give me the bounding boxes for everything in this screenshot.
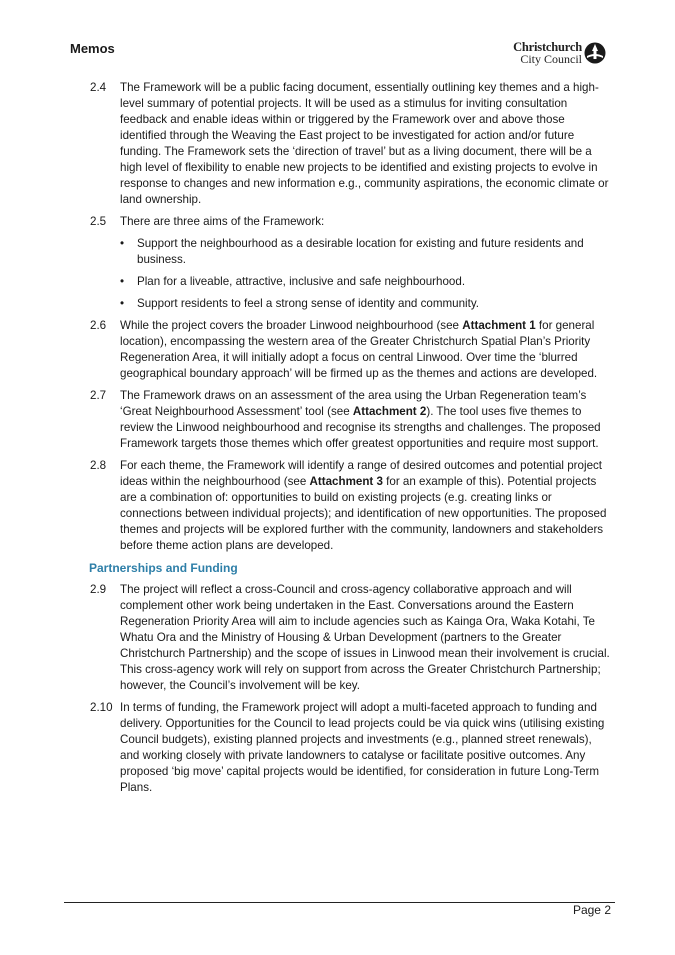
attachment-reference: Attachment 3	[309, 475, 383, 488]
cathedral-icon	[584, 41, 606, 65]
paragraph-text: ). The tool uses five themes to review the Linwood neighbourhood and recognise its strengths and challenges. The proposed Framework targets those themes which offer greatest opportunities and require most support.	[120, 405, 601, 450]
attachment-reference: Attachment 2	[352, 405, 427, 418]
paragraph-text: In terms of funding, the Framework project will adopt a multi-faceted approach to funding and delivery. Opportunities for the Council to lead projects could be via quick wins (utilising existing Council budgets), existing planned projects and investments (e.g., planned street renewals), and working closely with private landowners to catalyse or facilitate positive outcomes. Any proposed ‘big move’ capital projects would be identified, for consideration in future Long-Term Plans.	[120, 701, 605, 794]
paragraph-number: 2.6	[90, 319, 107, 332]
paragraph-text: For each theme, the Framework will identify a range of desired outcomes and potential project ideas within the neighbourhood (see	[120, 459, 603, 488]
paragraph-number: 2.5	[90, 215, 107, 228]
paragraph-group-partnerships	[90, 582, 612, 796]
paragraph-text: The project will reflect a cross-Council and cross-agency collaborative approach and will complement other work being undertaken in the East. Conversations around the Eastern Regeneration Priority Area will aim to include agencies such as Kainga Ora, Waka Kotahi, Te Whatu Ora and the Ministry of Housing & Urban Development (partners to the Greater Christchurch Partnership) and the scope of issues in Linwood mean their involvement is crucial. This cross-agency work will rely on support from across the Greater Christchurch Partnership; however, the Council’s involvement will be key.	[120, 583, 610, 692]
logo-line-1: Christchurch	[513, 40, 582, 54]
paragraph-text: for an example of this). Potential projects are a combination of: opportunities to build on existing projects (e.g. creating links or connections between individual projects); and identification of new opportunities. The proposed themes and projects will be explored further with the community, landowners and stakeholders before theme action plans are developed.	[120, 475, 607, 552]
section-heading: Partnerships and Funding	[89, 561, 238, 575]
footer-divider	[64, 902, 615, 903]
paragraph-text: for general location), encompassing the western area of the Greater Christchurch Spatial Plan’s Priority Regeneration Area, it will initially adopt a focus on central Linwood. Over time the ‘blurred geographical boundary approach’ will be firmed up as the themes and actions are developed.	[120, 319, 598, 380]
paragraph-text: The Framework will be a public facing document, essentially outlining key themes and a high-level summary of potential projects. It will be used as a stimulus for inviting consultation feedback and enable ideas within or triggered by the Framework over and above those identified through the Weaving the East project to be investigated for action and/or future funding. The Framework sets the ‘direction of travel’ but as a living document, there will be a high level of flexibility to enable new projects to be identified and existing projects to evolve in response to changes and new information e.g., community aspirations, the economic climate or land ownership.	[120, 81, 609, 206]
paragraph-number: 2.9	[90, 583, 107, 596]
aim-item: • Support the neighbourhood as a desirable location for existing and future residents and business.	[90, 236, 612, 268]
paragraph-number: 2.7	[90, 389, 107, 402]
attachment-reference: Attachment 1	[462, 319, 536, 332]
page-number: Page 2	[572, 903, 611, 917]
paragraph-text: While the project covers the broader Linwood neighbourhood (see	[120, 319, 463, 332]
paragraph-number: 2.4	[90, 81, 107, 94]
paragraph-group-scope	[90, 318, 612, 554]
paragraph-number: 2.8	[90, 459, 107, 472]
paragraph-text: There are three aims of the Framework:	[120, 215, 325, 228]
logo-line-2: City Council	[520, 52, 582, 66]
paragraph-group-intro	[90, 80, 612, 230]
paragraph-2-5	[90, 214, 612, 230]
paragraph-2-6	[90, 318, 612, 382]
paragraph-2-10	[90, 700, 612, 796]
paragraph-2-4	[90, 80, 612, 208]
paragraph-2-7	[90, 388, 612, 452]
paragraph-2-9	[90, 582, 612, 694]
aim-item: • Plan for a liveable, attractive, inclusive and safe neighbourhood.	[90, 274, 612, 290]
paragraph-number: 2.10	[90, 701, 113, 714]
council-logo	[496, 41, 606, 69]
paragraph-2-8	[90, 458, 612, 554]
paragraph-text: The Framework draws on an assessment of the area using the Urban Regeneration team’s ‘Great Neighbourhood Assessment’ tool (see	[120, 389, 587, 418]
header-title: Memos	[70, 41, 115, 56]
aim-item: • Support residents to feel a strong sense of identity and community.	[90, 296, 612, 312]
aims-list	[90, 236, 612, 312]
memo-body	[90, 80, 612, 802]
